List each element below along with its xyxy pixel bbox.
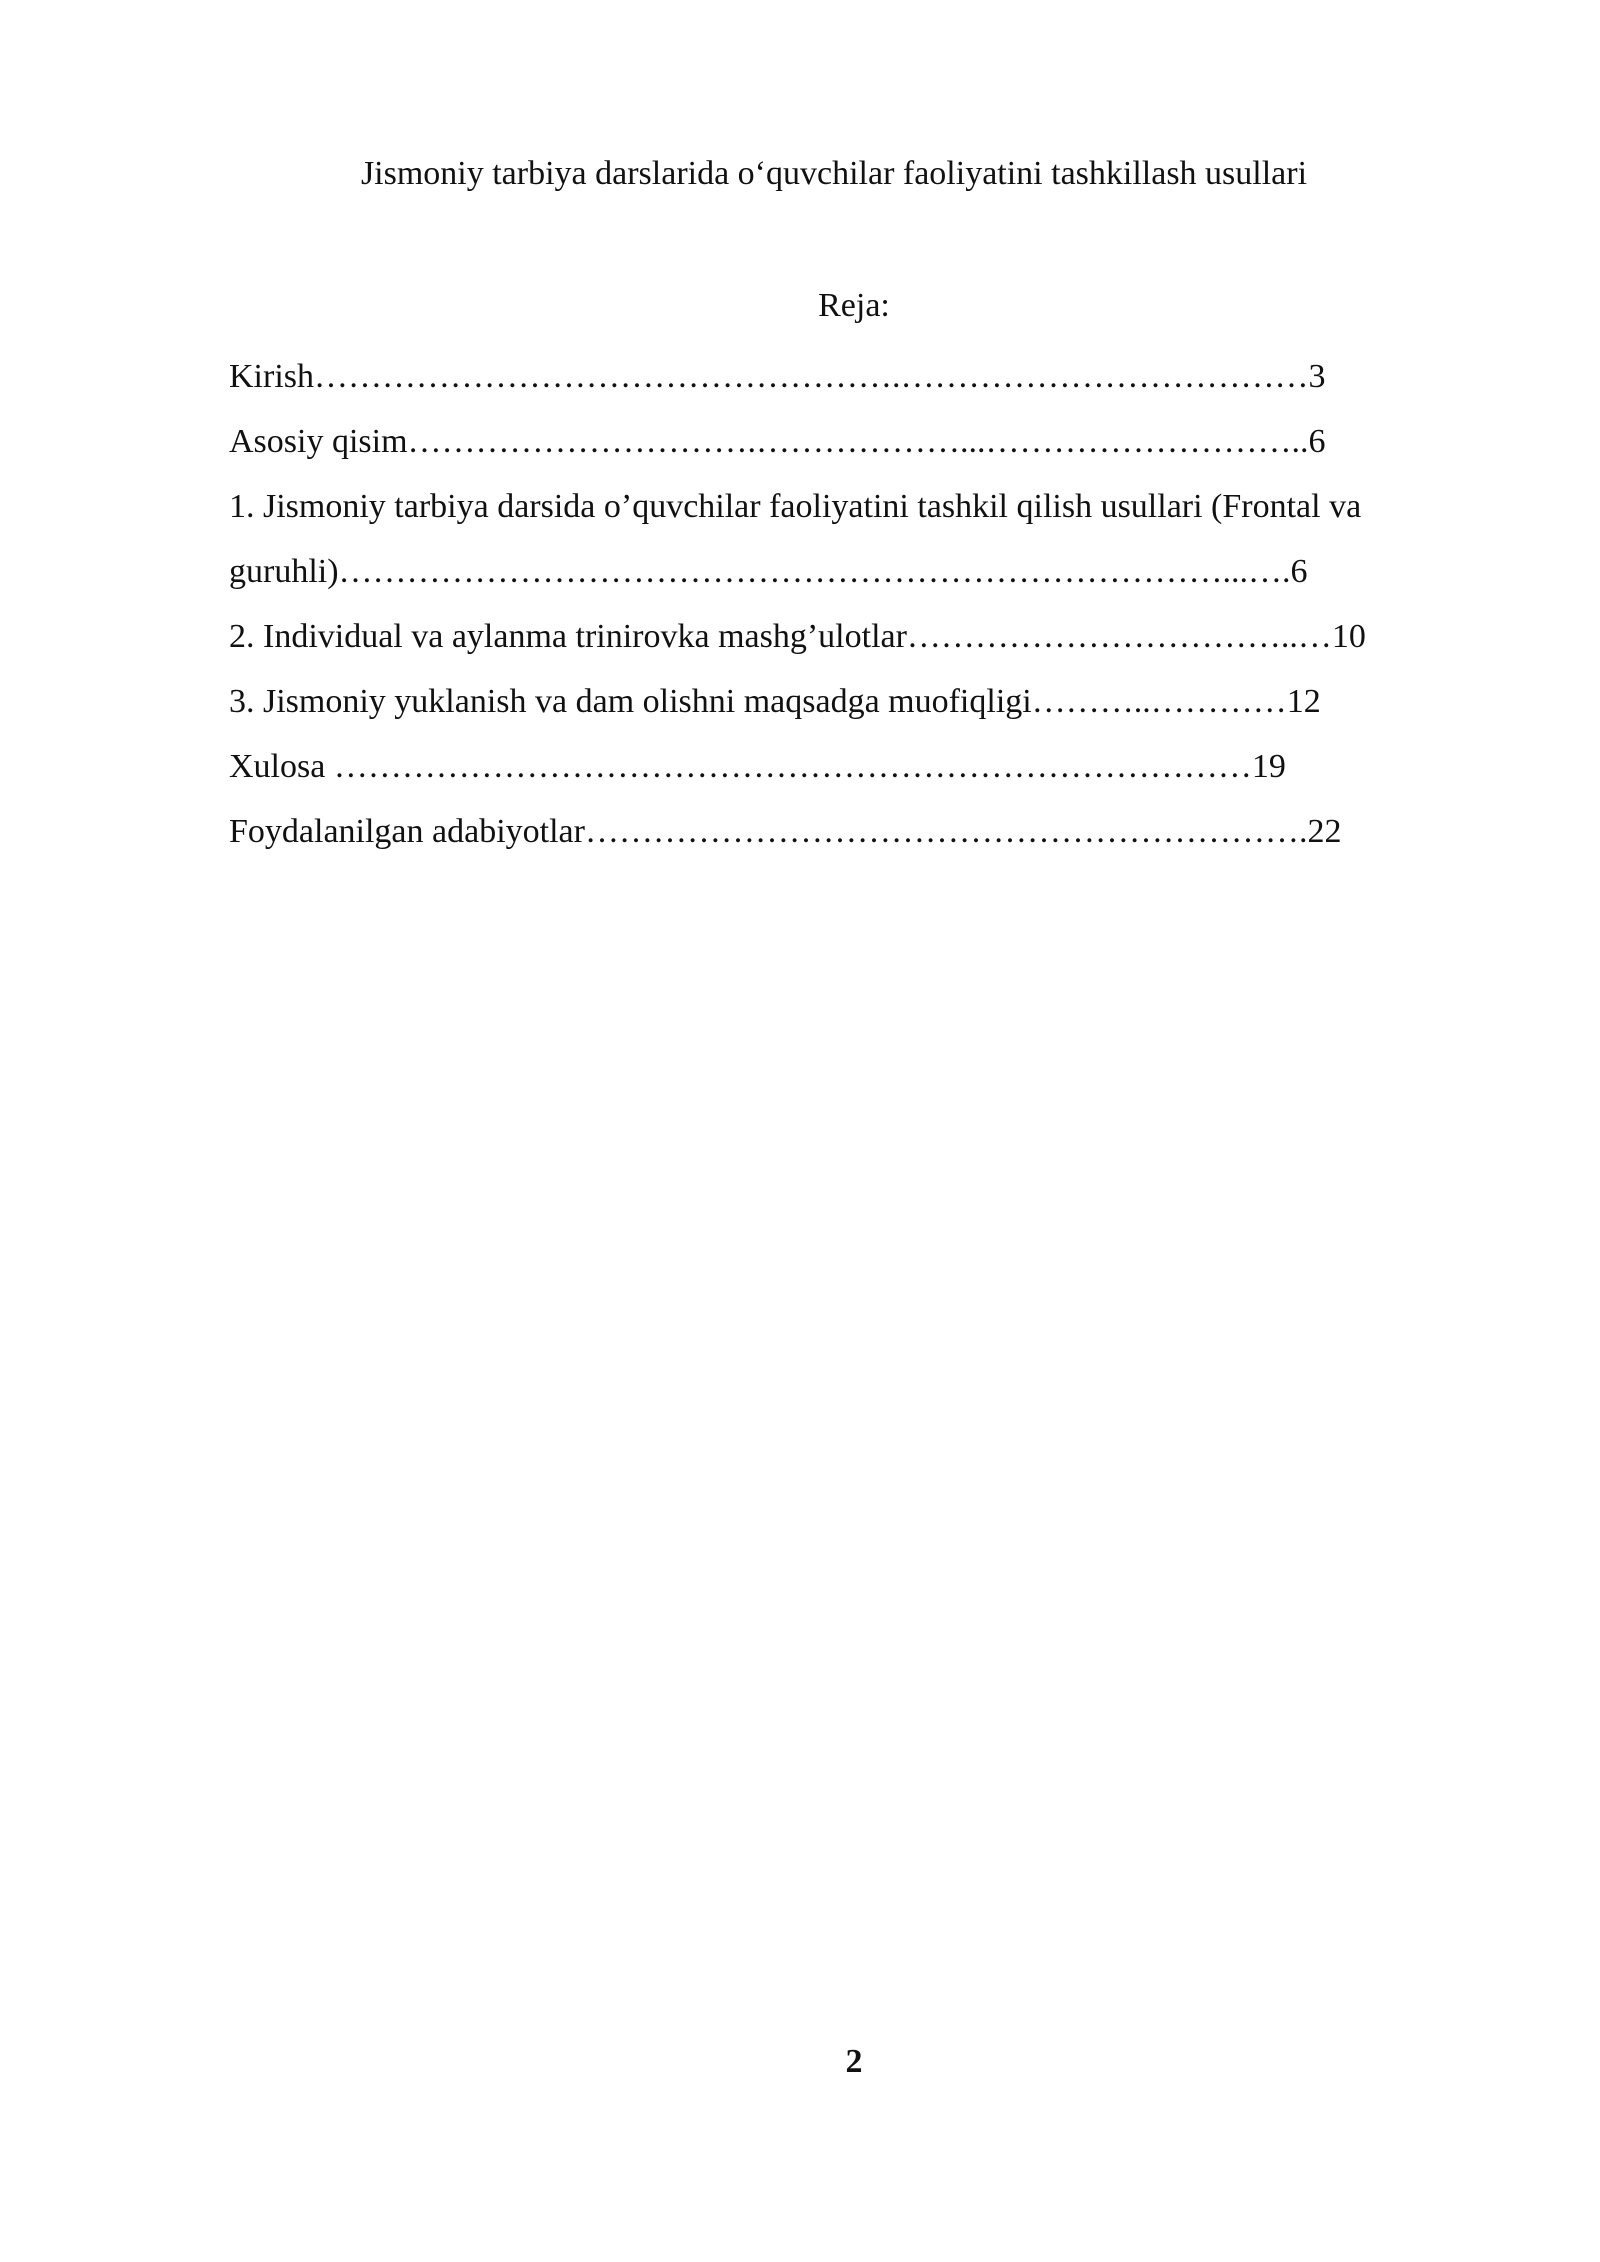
toc-heading: Reja: xyxy=(818,287,890,324)
toc-entry-adabiyotlar: Foydalanilgan adabiyotlar……………………………………………………….22 xyxy=(229,813,1342,850)
toc-entry-2: 2. Individual va aylanma trinirovka mashg’ulotlar……………………………..…10 xyxy=(229,618,1366,655)
toc-entry-xulosa: Xulosa ………………………………………………………………………19 xyxy=(229,748,1286,785)
document-title: Jismoniy tarbiya darslarida o‘quvchilar faoliyatini tashkillash usullari xyxy=(360,155,1308,192)
toc-entry-3: 3. Jismoniy yuklanish va dam olishni maqsadga muofiqligi………..…………12 xyxy=(229,683,1321,720)
toc-entry-1-first-line: 1. Jismoniy tarbiya darsida o’quvchilar faoliyatini tashkil qilish usullari (Frontal va xyxy=(229,488,1362,525)
table-of-contents xyxy=(229,344,1529,864)
toc-entry-kirish: Kirish…………………………………………….………………………………3 xyxy=(229,358,1326,395)
page-number: 2 xyxy=(845,2043,863,2080)
toc-entry-asosiy-qisim: Asosiy qisim………………………….………………...………………………..6 xyxy=(229,423,1326,460)
toc-entry-1-second-line: guruhli)……………………………………………………………………...….6 xyxy=(229,553,1308,590)
